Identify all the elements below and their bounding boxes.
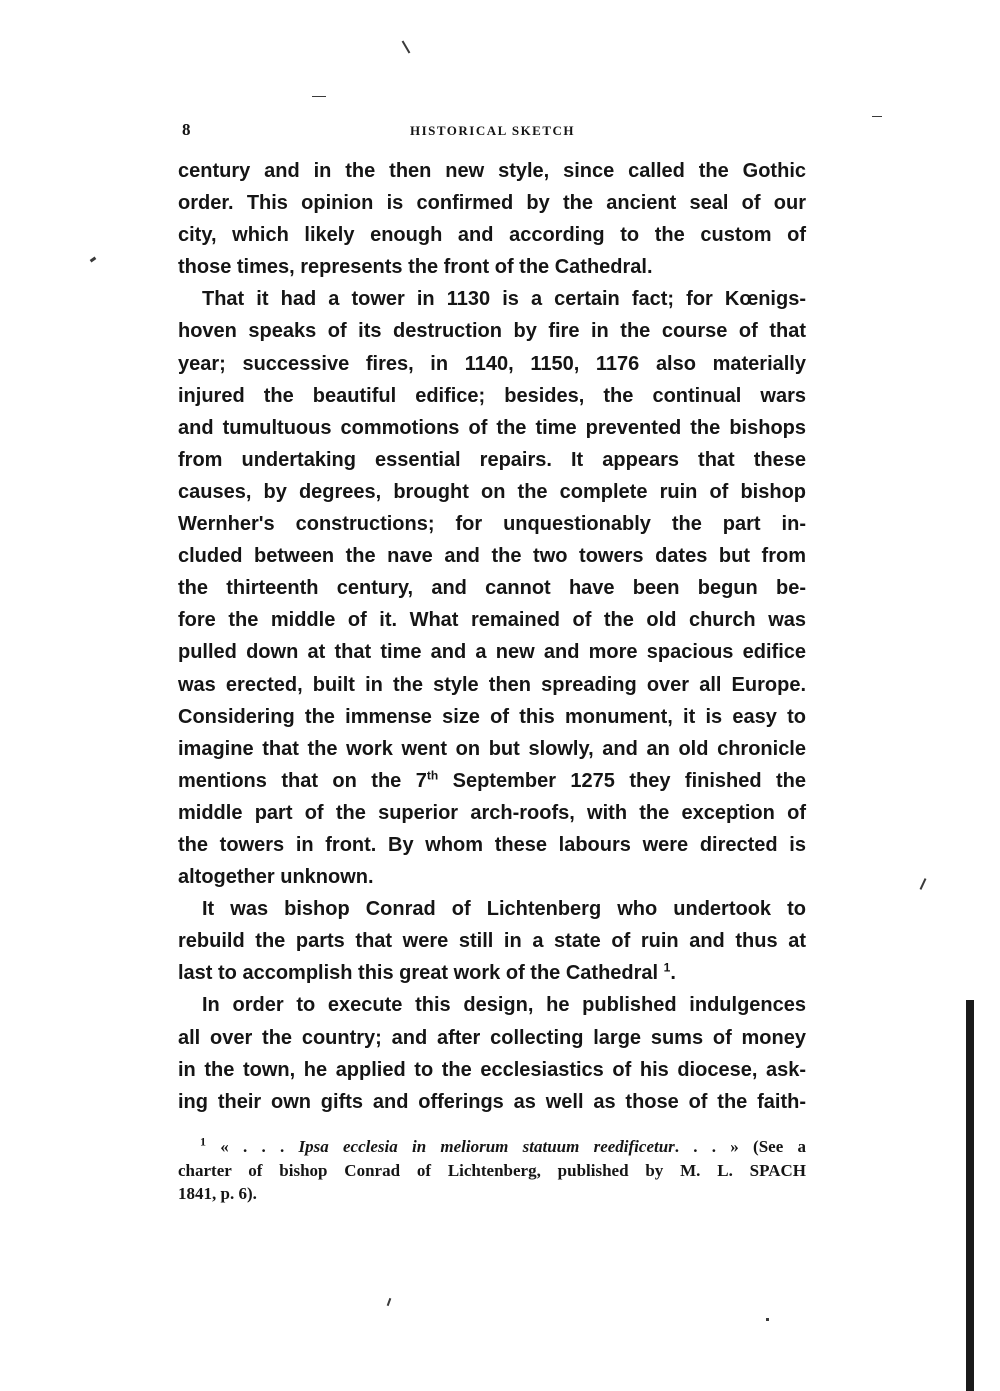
footnote-line: charter of bishop Conrad of Lichtenberg, published by M. L. SPACH xyxy=(178,1160,806,1180)
footnote xyxy=(178,1135,806,1206)
text-line-footnote-ref xyxy=(178,957,806,989)
date-suffix: th xyxy=(426,768,439,783)
footnote-latin: Ipsa ecclesia in meliorum statuum reedificetur xyxy=(298,1137,675,1156)
text-line: in the town, he applied to the ecclesiastics of his diocese, ask- xyxy=(178,1058,806,1081)
body-text xyxy=(178,155,806,1118)
text-line: pulled down at that time and a new and more spacious edifice xyxy=(178,641,806,664)
text-line: ing their own gifts and offerings as well as those of the faith- xyxy=(178,1090,806,1113)
running-title: HISTORICAL SKETCH xyxy=(409,123,576,138)
text-line: It was bishop Conrad of Lichtenberg who undertook to xyxy=(202,898,806,921)
text-line: the towers in front. By whom these labours were directed is xyxy=(178,833,806,856)
text-line: those times, represents the front of the Cathedral. xyxy=(178,256,653,279)
text-line: rebuild the parts that were still in a state of ruin and thus at xyxy=(178,930,806,953)
text-line: all over the country; and after collecting large sums of money xyxy=(178,1026,806,1049)
text-line: hoven speaks of its destruction by fire in the course of that xyxy=(178,320,806,343)
text-line: the thirteenth century, and cannot have been begun be- xyxy=(178,577,806,600)
text-line: city, which likely enough and according to the custom of xyxy=(178,224,806,247)
text-line: That it had a tower in 1130 is a certain fact; for Kœnigs- xyxy=(202,288,806,311)
text-line: causes, by degrees, brought on the complete ruin of bishop xyxy=(178,480,806,503)
text-line: from undertaking essential repairs. It appears that these xyxy=(178,448,806,471)
text-line: Wernher's constructions; for unquestionably the part in- xyxy=(178,513,806,536)
footnote-reference: 1 xyxy=(663,960,671,975)
scan-speck xyxy=(312,96,326,97)
text-line: In order to execute this design, he published indulgences xyxy=(202,994,806,1017)
text-line: fore the middle of it. What remained of the old church was xyxy=(178,609,806,632)
text-line: middle part of the superior arch-roofs, with the exception of xyxy=(178,801,806,824)
footnote-open-quote: « . . . xyxy=(220,1137,299,1156)
text-line-date xyxy=(178,765,806,797)
scan-speck xyxy=(90,257,97,263)
text-line: injured the beautiful edifice; besides, the continual wars xyxy=(178,384,806,407)
scan-speck xyxy=(387,1298,392,1306)
footnote-line: 1841, p. 6). xyxy=(178,1184,257,1203)
page-edge-shadow xyxy=(966,1000,974,1391)
scan-speck xyxy=(920,878,927,890)
text-line: imagine that the work went on but slowly, and an old chronicle xyxy=(178,737,806,760)
text-line: cluded between the nave and the two towers dates but from xyxy=(178,545,806,568)
scan-speck xyxy=(872,116,882,117)
scan-speck xyxy=(402,40,411,53)
text-line: order. This opinion is confirmed by the ancient seal of our xyxy=(178,192,806,215)
page-header xyxy=(180,120,805,142)
text-line: altogether unknown. xyxy=(178,866,374,889)
text-line: Considering the immense size of this monument, it is easy to xyxy=(178,705,806,728)
text-line: and tumultuous commotions of the time prevented the bishops xyxy=(178,416,806,439)
footnote-line xyxy=(178,1135,806,1159)
text-line-date-start: mentions that on the xyxy=(178,769,416,792)
page-number: 8 xyxy=(182,120,191,139)
date-rest: September 1275 they finished the xyxy=(438,769,807,792)
footnote-close-quote: . . . » (See a xyxy=(674,1137,806,1156)
footnote-marker: 1 xyxy=(200,1134,206,1149)
scan-speck xyxy=(766,1318,769,1321)
text-line: was erected, built in the style then spreading over all Europe. xyxy=(178,673,806,696)
text-line-end: . xyxy=(670,962,676,985)
text-line: century and in the then new style, since called the Gothic xyxy=(178,160,806,182)
date-day: 7 xyxy=(415,769,427,792)
text-line-start: last to accomplish this great work of the Cathedral xyxy=(178,962,659,985)
text-line: year; successive fires, in 1140, 1150, 1176 also materially xyxy=(178,352,806,375)
